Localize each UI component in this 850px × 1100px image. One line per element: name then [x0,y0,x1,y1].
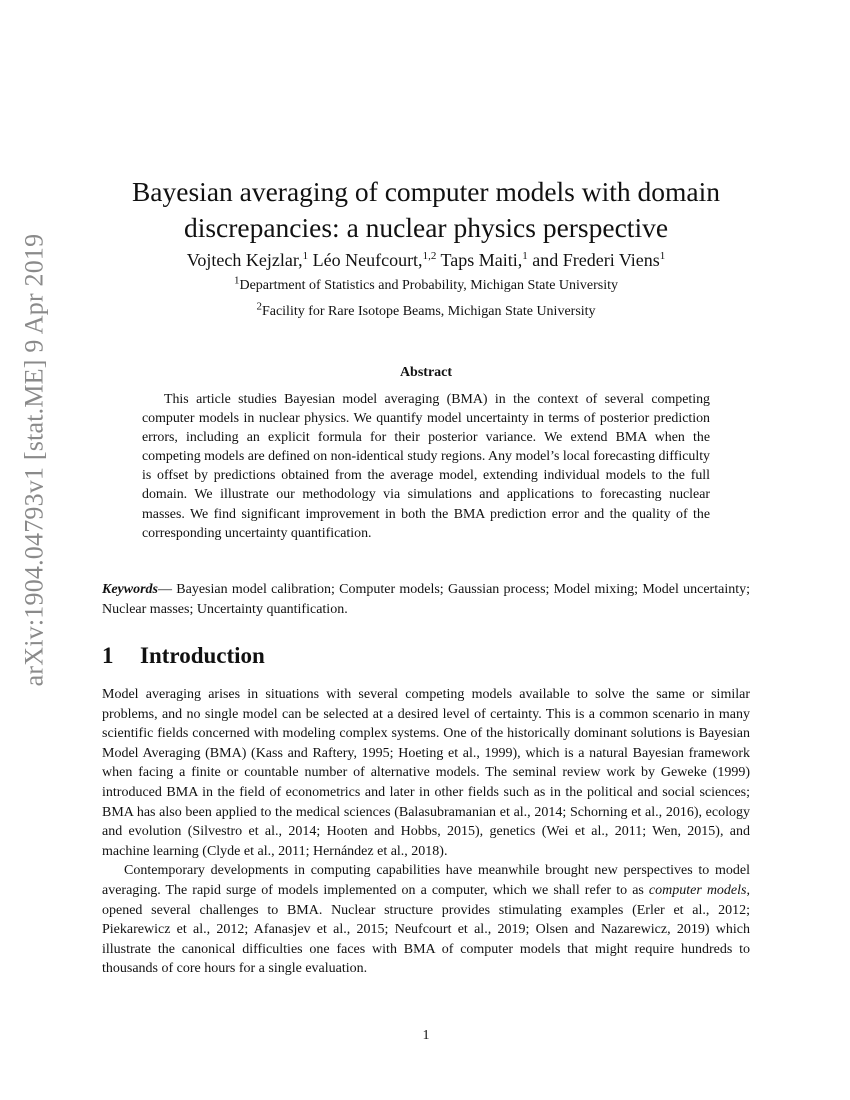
page-number: 1 [422,1028,430,1043]
section-body [102,685,750,979]
section-title: Introduction [140,643,265,668]
author-affil-mark: 1 [522,250,528,262]
author-affil-mark: 1 [302,250,309,262]
keywords [102,580,750,619]
arxiv-stamp [2,220,66,700]
section-number: 1 [102,643,114,668]
paragraph-text: Contemporary developments in computing capabilities have meanwhile brought new perspectives to model averaging. The rapid surge of models implemented on a computer, which we shall refer to as [102,863,750,898]
paragraph: Model averaging arises in situations with several competing models available to solve the same or similar problems, and no single model can be selected at a desired level of certainty. This is a common scenario in many scientific fields concerned with modeling complex systems. One of the historically dominant solutions is Bayesian Model Averaging (BMA) (Kass and Raftery, 1995; Hoeting et al., 1999), which is a natural Bayesian framework when facing a finite or countable number of alternative models. The seminal review work by Geweke (1999) introduced BMA in the field of econometrics and later in other fields such as in the political and social sciences; BMA has also been applied to the medical sciences (Balasubramanian et al., 2014; Schorning et al., 2016), ecology and evolution (Silvestro et al., 2014; Hooten and Hobbs, 2015), genetics (Wei et al., 2011; Wen, 2015), and machine learning (Clyde et al., 2011; Hernández et al., 2018). [102,687,750,859]
affiliation-mark: 2 [256,300,262,313]
paper-page [102,0,750,1100]
affiliation-text: Facility for Rare Isotope Beams, Michigan State University [261,304,596,319]
author-name: and Frederi Viens [532,250,660,270]
arxiv-stamp-text: arXiv:1904.04793v1 [stat.ME] 9 Apr 2019 [19,233,48,687]
affiliation-mark: 1 [233,274,240,287]
keywords-label: Keywords [102,582,158,597]
affiliation [102,274,750,294]
author-affil-mark: 1,2 [422,250,437,262]
author-name: Taps Maiti, [440,250,523,270]
section-heading [102,643,750,669]
affiliation [102,300,750,320]
author-list [102,250,750,271]
author-name: Vojtech Kejzlar, [186,250,303,270]
keywords-text: Bayesian model calibration; Computer models; Gaussian process; Model mixing; Model uncertainty; Nuclear masses; Uncertainty quantification. [102,582,750,617]
keywords-separator: — [158,582,177,597]
author-affil-mark: 1 [659,250,666,262]
abstract-heading: Abstract [399,365,453,380]
paper-title: Bayesian averaging of computer models with domain discrepancies: a nuclear physics perspective [131,176,721,244]
paragraph [102,861,750,979]
emphasis-text: computer models [648,882,747,898]
paragraph-text: , opened several challenges to BMA. Nuclear structure provides stimulating examples (Erler et al., 2012; Piekarewicz et al., 2012; Afanasjev et al., 2015; Neufcourt et al., 2019; Olsen and Nazarewicz, 2019) which illustrate the canonical difficulties one faces with BMA of computer models that might require hundreds to thousands of core hours for a single evaluation. [102,882,750,977]
author-name: Léo Neufcourt, [312,250,423,270]
affiliation-text: Department of Statistics and Probability, Michigan State University [239,278,619,293]
abstract-text: This article studies Bayesian model averaging (BMA) in the context of several competing computer models in nuclear physics. We quantify model uncertainty in terms of posterior prediction errors, including an explicit formula for their posterior variance. We extend BMA when the competing models are defined on non-identical study regions. Any model’s local forecasting difficulty is offset by predictions obtained from the average model, extending individual models to the full domain. We illustrate our methodology via simulations and applications to forecasting nuclear masses. We find significant improvement in both the BMA prediction error and the quality of the corresponding uncertainty quantification. [142,392,710,541]
